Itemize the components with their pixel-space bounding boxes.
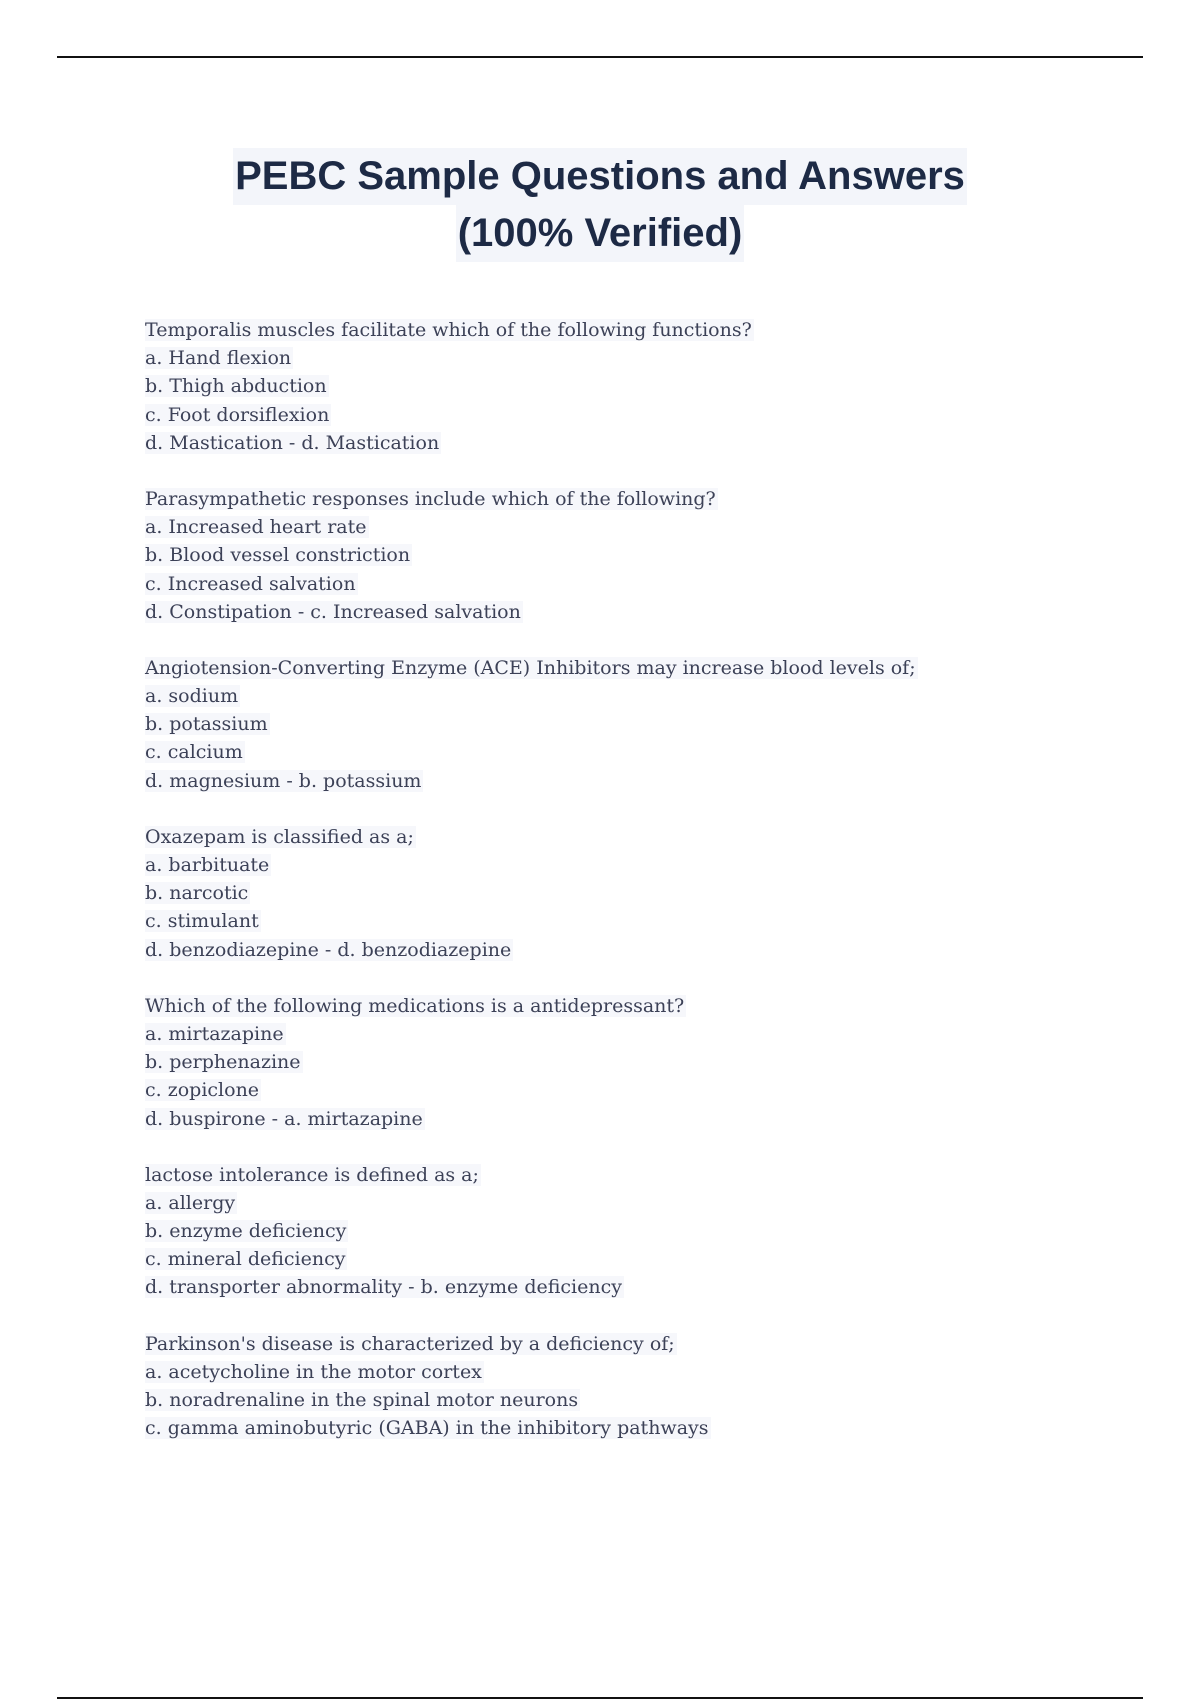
question-prompt: Temporalis muscles facilitate which of the following functions? [145, 319, 752, 341]
answer-option: d. benzodiazepine - d. benzodiazepine [145, 938, 512, 961]
top-divider [57, 56, 1143, 58]
question-block-4 [145, 823, 1145, 964]
answer-option: a. acetycholine in the motor cortex [145, 1360, 482, 1383]
answer-option: b. narcotic [145, 882, 249, 905]
bottom-divider [57, 1697, 1143, 1699]
answer-option: c. zopiclone [145, 1079, 260, 1102]
answer-option: a. allergy [145, 1191, 236, 1214]
answer-option: b. enzyme deficiency [145, 1220, 347, 1243]
question-prompt: Parkinson's disease is characterized by a deficiency of; [145, 1332, 675, 1355]
answer-option: d. buspirone - a. mirtazapine [145, 1107, 423, 1130]
answer-option: a. barbituate [145, 854, 270, 876]
answer-option: a. mirtazapine [145, 1022, 284, 1045]
answer-option: c. mineral deficiency [145, 1248, 346, 1271]
title-line-2: (100% Verified) [456, 205, 745, 262]
question-list [145, 316, 1145, 1470]
answer-option: d. Constipation - c. Increased salvation [145, 600, 521, 623]
answer-option: d. transporter abnormality - b. enzyme deficiency [145, 1276, 622, 1299]
question-block-3 [145, 654, 1145, 795]
answer-option: c. Foot dorsiflexion [145, 403, 330, 426]
question-block-2 [145, 485, 1145, 626]
question-block-6 [145, 1161, 1145, 1302]
question-block-7 [145, 1330, 1145, 1443]
question-prompt: Angiotension-Converting Enzyme (ACE) Inhibitors may increase blood levels of; [145, 656, 916, 679]
answer-option: b. Thigh abduction [145, 375, 327, 398]
answer-option: a. sodium [145, 685, 239, 708]
question-block-5 [145, 992, 1145, 1133]
answer-option: b. Blood vessel constriction [145, 544, 411, 567]
answer-option: c. Increased salvation [145, 572, 356, 595]
question-block-1 [145, 316, 1145, 457]
question-prompt: Which of the following medications is a antidepressant? [145, 994, 685, 1017]
question-prompt: Oxazepam is classified as a; [145, 825, 414, 848]
answer-option: d. Mastication - d. Mastication [145, 431, 440, 454]
question-prompt: Parasympathetic responses include which of the following? [145, 487, 716, 510]
answer-option: b. noradrenaline in the spinal motor neurons [145, 1389, 579, 1411]
answer-option: d. magnesium - b. potassium [145, 769, 422, 792]
answer-option: c. gamma aminobutyric (GABA) in the inhibitory pathways [145, 1417, 709, 1440]
answer-option: b. potassium [145, 713, 268, 736]
answer-option: a. Increased heart rate [145, 516, 367, 539]
answer-option: b. perphenazine [145, 1051, 301, 1074]
answer-option: a. Hand flexion [145, 347, 292, 370]
title-line-1: PEBC Sample Questions and Answers [233, 148, 967, 205]
question-prompt: lactose intolerance is defined as a; [145, 1163, 479, 1186]
answer-option: c. calcium [145, 741, 243, 764]
page-title [0, 148, 1200, 262]
answer-option: c. stimulant [145, 910, 259, 933]
